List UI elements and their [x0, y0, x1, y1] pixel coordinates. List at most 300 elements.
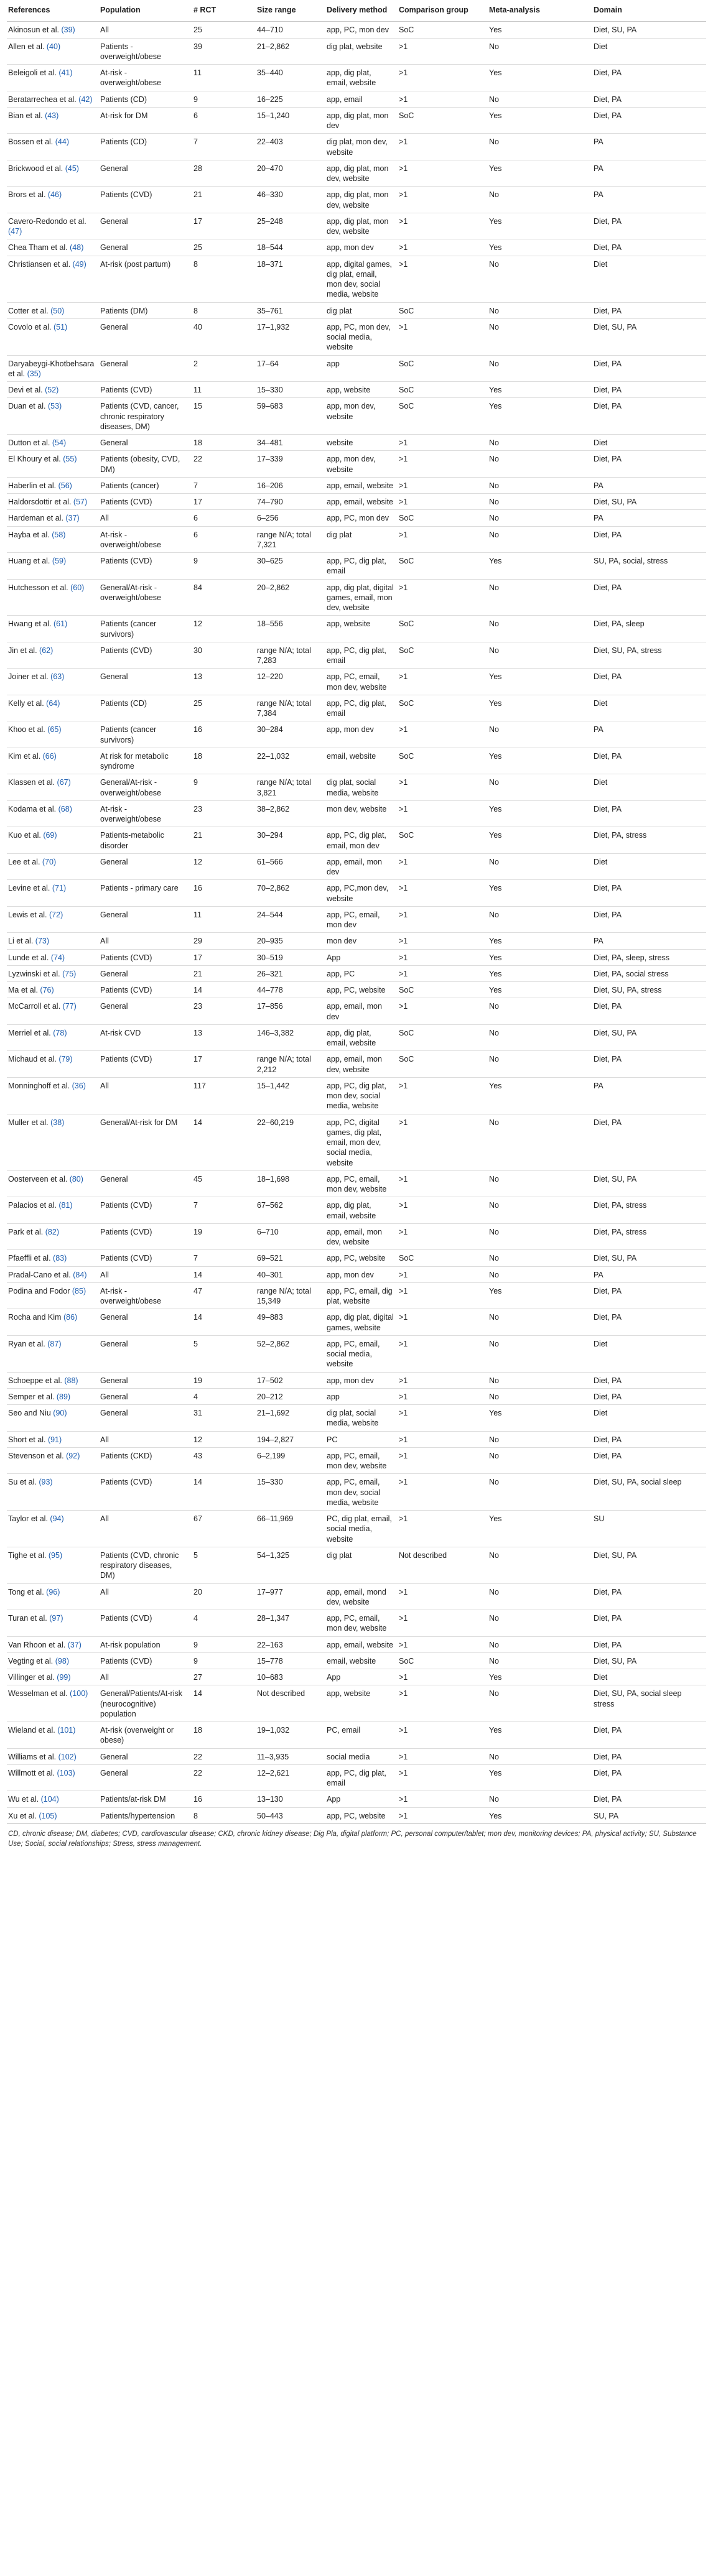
reference-author: Muller et al. [8, 1118, 49, 1127]
citation-link[interactable]: (39) [61, 25, 75, 35]
cell-comparison-group: SoC [398, 1024, 488, 1051]
citation-link[interactable]: (54) [52, 438, 67, 447]
cell-population: General [99, 906, 192, 933]
cell-reference [7, 1748, 99, 1764]
citation-link[interactable]: (97) [49, 1614, 63, 1623]
cell-population: Patients (CVD) [99, 1223, 192, 1250]
citation-link[interactable]: (76) [40, 986, 54, 994]
citation-link[interactable]: (94) [50, 1514, 64, 1523]
table-row [7, 695, 706, 721]
reference-author: Hayba et al. [8, 530, 50, 539]
table-row [7, 933, 706, 949]
citation-link[interactable]: (36) [72, 1081, 86, 1090]
cell-comparison-group: >1 [398, 906, 488, 933]
cell-rct: 6 [192, 107, 256, 134]
reference-author: Joiner et al. [8, 672, 49, 682]
citation-link[interactable]: (91) [47, 1435, 62, 1444]
table-body [7, 22, 706, 1824]
table-row [7, 510, 706, 526]
citation-link[interactable]: (96) [46, 1587, 60, 1596]
table-row [7, 949, 706, 965]
cell-domain: Diet, PA, sleep [592, 616, 706, 642]
cell-reference [7, 1170, 99, 1197]
citation-link[interactable]: (90) [53, 1409, 67, 1417]
citation-link[interactable]: (40) [46, 42, 61, 51]
cell-rct: 4 [192, 1610, 256, 1637]
cell-delivery-method: app, email, website [325, 494, 398, 510]
citation-link[interactable]: (50) [50, 306, 65, 315]
cell-meta-analysis: Yes [488, 827, 592, 854]
citation-link[interactable]: (92) [66, 1451, 80, 1460]
citation-link[interactable]: (88) [64, 1376, 78, 1385]
citation-link[interactable]: (81) [58, 1201, 73, 1210]
citation-link[interactable]: (55) [63, 455, 77, 464]
cell-meta-analysis: Yes [488, 880, 592, 907]
cell-meta-analysis: Yes [488, 213, 592, 239]
citation-link[interactable]: (87) [47, 1339, 62, 1348]
cell-comparison-group: >1 [398, 1791, 488, 1807]
citation-link[interactable]: (46) [47, 190, 62, 200]
cell-population: All [99, 22, 192, 38]
cell-size-range: 13–130 [256, 1791, 325, 1807]
table-row [7, 1474, 706, 1511]
cell-rct: 21 [192, 965, 256, 981]
cell-reference [7, 553, 99, 580]
cell-reference [7, 256, 99, 302]
cell-meta-analysis: No [488, 1335, 592, 1372]
citation-link[interactable]: (102) [58, 1752, 77, 1761]
cell-delivery-method: app, PC, website [325, 982, 398, 998]
cell-population: At-risk - overweight/obese [99, 1282, 192, 1309]
citation-link[interactable]: (86) [63, 1313, 78, 1322]
header-references: References [7, 0, 99, 22]
cell-delivery-method: app, dig plat, mon dev [325, 107, 398, 134]
cell-rct: 8 [192, 302, 256, 318]
cell-size-range: 6–256 [256, 510, 325, 526]
cell-domain: Diet, PA [592, 451, 706, 478]
cell-reference [7, 1583, 99, 1610]
citation-link[interactable]: (60) [70, 583, 85, 592]
cell-rct: 22 [192, 1764, 256, 1791]
citation-link[interactable]: (65) [47, 725, 62, 734]
cell-meta-analysis: No [488, 853, 592, 880]
cell-meta-analysis: No [488, 1685, 592, 1722]
cell-rct: 9 [192, 1652, 256, 1669]
cell-meta-analysis: Yes [488, 1669, 592, 1685]
citation-link[interactable]: (61) [53, 619, 68, 629]
cell-size-range: 59–683 [256, 398, 325, 435]
cell-domain: Diet [592, 38, 706, 65]
cell-domain: Diet, SU, PA, social sleep stress [592, 1685, 706, 1722]
table-row [7, 213, 706, 239]
citation-link[interactable]: (101) [57, 1726, 76, 1735]
reference-author: Lunde et al. [8, 953, 49, 962]
cell-delivery-method: app, PC, dig plat, email [325, 642, 398, 669]
cell-meta-analysis: No [488, 1791, 592, 1807]
cell-reference [7, 213, 99, 239]
cell-domain: Diet, PA [592, 998, 706, 1025]
citation-link[interactable]: (48) [70, 243, 84, 253]
cell-rct: 11 [192, 382, 256, 398]
cell-size-range: 17–1,932 [256, 318, 325, 355]
cell-population: At-risk population [99, 1636, 192, 1652]
cell-rct: 28 [192, 160, 256, 187]
cell-domain: Diet, PA [592, 382, 706, 398]
citation-link[interactable]: (75) [62, 969, 77, 978]
cell-comparison-group: >1 [398, 1748, 488, 1764]
citation-link[interactable]: (89) [56, 1392, 71, 1401]
reference-author: Schoeppe et al. [8, 1376, 62, 1385]
table-row [7, 1170, 706, 1197]
cell-reference [7, 827, 99, 854]
cell-domain: Diet, SU, PA [592, 1652, 706, 1669]
cell-meta-analysis: No [488, 1223, 592, 1250]
cell-size-range: 30–284 [256, 721, 325, 748]
cell-rct: 21 [192, 187, 256, 213]
cell-population: Patients (CVD) [99, 1610, 192, 1637]
cell-reference [7, 1447, 99, 1474]
cell-delivery-method: app, PC, website [325, 1250, 398, 1266]
reference-author: Kelly et al. [8, 698, 44, 708]
cell-population: At-risk for DM [99, 107, 192, 134]
citation-link[interactable]: (63) [50, 672, 65, 682]
cell-domain: Diet [592, 1335, 706, 1372]
cell-population: Patients (CD) [99, 91, 192, 107]
reference-author: Kim et al. [8, 751, 41, 761]
citation-link[interactable]: (84) [73, 1270, 87, 1279]
citation-link[interactable]: (104) [40, 1795, 59, 1804]
citation-link[interactable]: (78) [53, 1028, 67, 1037]
cell-delivery-method: dig plat [325, 526, 398, 553]
reference-author: Podina and Fodor [8, 1286, 70, 1295]
cell-reference [7, 1547, 99, 1583]
cell-meta-analysis: Yes [488, 1722, 592, 1749]
cell-population: Patients (CVD) [99, 642, 192, 669]
table-row [7, 579, 706, 616]
cell-reference [7, 355, 99, 382]
cell-meta-analysis: No [488, 1447, 592, 1474]
cell-population: General [99, 435, 192, 451]
reference-author: Rocha and Kim [8, 1313, 62, 1322]
table-row [7, 998, 706, 1025]
cell-delivery-method: App [325, 1791, 398, 1807]
cell-reference [7, 998, 99, 1025]
reference-author: Dutton et al. [8, 438, 50, 447]
cell-population: Patients (CVD) [99, 1250, 192, 1266]
citation-link[interactable]: (100) [70, 1689, 88, 1698]
cell-size-range: 15–330 [256, 1474, 325, 1511]
table-row [7, 1652, 706, 1669]
cell-size-range: 34–481 [256, 435, 325, 451]
cell-delivery-method: app, dig plat, email, website [325, 65, 398, 91]
citation-link[interactable]: (77) [62, 1002, 77, 1011]
citation-link[interactable]: (41) [58, 68, 73, 77]
cell-domain: Diet, PA, stress [592, 827, 706, 854]
cell-comparison-group: SoC [398, 695, 488, 721]
cell-comparison-group: >1 [398, 1388, 488, 1404]
table-header-row [7, 0, 706, 22]
reference-author: Van Rhoon et al. [8, 1640, 66, 1649]
cell-population: All [99, 510, 192, 526]
citation-link[interactable]: (51) [53, 322, 68, 331]
cell-population: Patients (CVD) [99, 1652, 192, 1669]
cell-population: Patients (DM) [99, 302, 192, 318]
citation-link[interactable]: (71) [52, 884, 67, 893]
cell-size-range: 66–11,969 [256, 1511, 325, 1547]
cell-rct: 22 [192, 1748, 256, 1764]
cell-size-range: 6–2,199 [256, 1447, 325, 1474]
cell-size-range: 15–778 [256, 1652, 325, 1669]
cell-domain: PA [592, 477, 706, 493]
citation-link[interactable]: (67) [57, 778, 71, 787]
cell-comparison-group: >1 [398, 721, 488, 748]
cell-meta-analysis: No [488, 477, 592, 493]
cell-reference [7, 1405, 99, 1432]
cell-size-range: 21–1,692 [256, 1405, 325, 1432]
cell-rct: 7 [192, 134, 256, 160]
citation-link[interactable]: (35) [27, 369, 41, 378]
cell-reference [7, 1431, 99, 1447]
cell-domain: Diet, PA [592, 302, 706, 318]
cell-domain: Diet, PA, social stress [592, 965, 706, 981]
table-row [7, 1051, 706, 1078]
citation-link[interactable]: (58) [52, 530, 66, 539]
cell-reference [7, 107, 99, 134]
citation-link[interactable]: (83) [53, 1254, 67, 1263]
cell-reference [7, 579, 99, 616]
cell-size-range: range N/A; total 15,349 [256, 1282, 325, 1309]
cell-domain: Diet, PA [592, 1764, 706, 1791]
cell-comparison-group: >1 [398, 933, 488, 949]
citation-link[interactable]: (68) [58, 804, 72, 813]
cell-comparison-group: >1 [398, 1685, 488, 1722]
table-row [7, 1511, 706, 1547]
citation-link[interactable]: (82) [45, 1227, 59, 1236]
cell-reference [7, 510, 99, 526]
cell-comparison-group: SoC [398, 642, 488, 669]
reference-author: Hutchesson et al. [8, 583, 68, 592]
cell-delivery-method: app, email, mon dev [325, 998, 398, 1025]
citation-link[interactable]: (80) [69, 1174, 83, 1184]
citation-link[interactable]: (45) [65, 164, 79, 173]
cell-reference [7, 1309, 99, 1336]
header-delivery-method: Delivery method [325, 0, 398, 22]
citation-link[interactable]: (72) [49, 910, 63, 919]
table-row [7, 721, 706, 748]
cell-domain: PA [592, 1077, 706, 1114]
citation-link[interactable]: (56) [58, 481, 72, 490]
cell-domain: Diet, PA [592, 1447, 706, 1474]
cell-reference [7, 669, 99, 695]
cell-population: Patients (CVD) [99, 982, 192, 998]
citation-link[interactable]: (69) [43, 831, 57, 840]
cell-domain: Diet, PA [592, 1388, 706, 1404]
cell-domain: Diet [592, 774, 706, 801]
cell-delivery-method: app, dig plat, digital games, website [325, 1309, 398, 1336]
table-row [7, 800, 706, 827]
cell-reference [7, 774, 99, 801]
citation-link[interactable]: (99) [57, 1673, 71, 1682]
citation-link[interactable]: (37) [67, 1640, 82, 1649]
citation-link[interactable]: (105) [39, 1811, 57, 1820]
cell-size-range: 26–321 [256, 965, 325, 981]
table-row [7, 1250, 706, 1266]
cell-rct: 7 [192, 1250, 256, 1266]
cell-domain: Diet, PA [592, 1722, 706, 1749]
citation-link[interactable]: (85) [72, 1286, 86, 1295]
cell-rct: 43 [192, 1447, 256, 1474]
cell-meta-analysis: No [488, 1636, 592, 1652]
reference-author: Wieland et al. [8, 1726, 55, 1735]
cell-population: General [99, 318, 192, 355]
table-row [7, 239, 706, 256]
cell-domain: Diet, PA [592, 579, 706, 616]
table-row [7, 669, 706, 695]
citation-link[interactable]: (79) [58, 1055, 73, 1064]
cell-reference [7, 1791, 99, 1807]
cell-population: At-risk (overweight or obese) [99, 1722, 192, 1749]
cell-meta-analysis: No [488, 302, 592, 318]
reference-author: Ryan et al. [8, 1339, 45, 1348]
table-row [7, 553, 706, 580]
cell-meta-analysis: Yes [488, 800, 592, 827]
cell-domain: PA [592, 933, 706, 949]
citation-link[interactable]: (64) [46, 698, 60, 708]
cell-delivery-method: dig plat, social media, website [325, 1405, 398, 1432]
citation-link[interactable]: (47) [8, 227, 22, 236]
reference-author: Su et al. [8, 1478, 37, 1487]
cell-reference [7, 187, 99, 213]
citation-link[interactable]: (44) [55, 137, 69, 147]
cell-comparison-group: >1 [398, 91, 488, 107]
table-row [7, 256, 706, 302]
reference-author: Monninghoff et al. [8, 1081, 70, 1090]
cell-delivery-method: app, dig plat, email, website [325, 1197, 398, 1224]
citation-link[interactable]: (37) [65, 514, 80, 523]
table-row [7, 1114, 706, 1170]
cell-delivery-method: dig plat, mon dev, website [325, 134, 398, 160]
cell-domain: PA [592, 160, 706, 187]
cell-meta-analysis: No [488, 1652, 592, 1669]
cell-size-range: 35–761 [256, 302, 325, 318]
cell-rct: 25 [192, 22, 256, 38]
reference-author: Haldorsdottir et al. [8, 498, 72, 506]
table-row [7, 1722, 706, 1749]
cell-size-range: 6–710 [256, 1223, 325, 1250]
cell-comparison-group: >1 [398, 1583, 488, 1610]
citation-link[interactable]: (70) [42, 857, 57, 866]
cell-comparison-group: SoC [398, 982, 488, 998]
citation-link[interactable]: (74) [50, 953, 65, 962]
cell-comparison-group: >1 [398, 1610, 488, 1637]
cell-population: General/At-risk - overweight/obese [99, 579, 192, 616]
cell-population: At risk for metabolic syndrome [99, 748, 192, 774]
cell-domain: Diet, PA [592, 1282, 706, 1309]
cell-reference [7, 1266, 99, 1282]
citation-link[interactable]: (73) [35, 937, 50, 946]
cell-reference [7, 398, 99, 435]
table-row [7, 107, 706, 134]
citation-link[interactable]: (59) [52, 557, 67, 565]
cell-meta-analysis: No [488, 451, 592, 478]
cell-reference [7, 748, 99, 774]
table-row [7, 982, 706, 998]
cell-rct: 21 [192, 827, 256, 854]
cell-population: All [99, 1266, 192, 1282]
cell-delivery-method: app, mon dev [325, 1372, 398, 1388]
cell-meta-analysis: No [488, 616, 592, 642]
cell-population: Patients (CVD) [99, 1197, 192, 1224]
cell-reference [7, 1669, 99, 1685]
cell-rct: 67 [192, 1511, 256, 1547]
reference-author: Stevenson et al. [8, 1451, 64, 1460]
cell-reference [7, 1282, 99, 1309]
header-domain: Domain [592, 0, 706, 22]
reference-author: Jin et al. [8, 646, 37, 655]
cell-size-range: 19–1,032 [256, 1722, 325, 1749]
cell-comparison-group: >1 [398, 1764, 488, 1791]
citation-link[interactable]: (95) [48, 1550, 63, 1560]
cell-delivery-method: app [325, 355, 398, 382]
table-row [7, 451, 706, 478]
cell-rct: 27 [192, 1669, 256, 1685]
cell-rct: 19 [192, 1223, 256, 1250]
citation-link[interactable]: (57) [73, 498, 88, 506]
header-rct: # RCT [192, 0, 256, 22]
citation-link[interactable]: (103) [57, 1768, 75, 1777]
citation-link[interactable]: (49) [72, 259, 86, 269]
reference-author: Lewis et al. [8, 910, 47, 919]
cell-delivery-method: app, PC, dig plat, mon dev, social media, website [325, 1077, 398, 1114]
cell-delivery-method: dig plat [325, 1547, 398, 1583]
cell-domain: PA [592, 134, 706, 160]
cell-population: All [99, 1669, 192, 1685]
cell-reference [7, 965, 99, 981]
cell-comparison-group: SoC [398, 355, 488, 382]
cell-rct: 16 [192, 1791, 256, 1807]
citation-link[interactable]: (38) [50, 1118, 65, 1127]
cell-reference [7, 134, 99, 160]
cell-delivery-method: app, mon dev, website [325, 398, 398, 435]
cell-meta-analysis: No [488, 38, 592, 65]
cell-meta-analysis: No [488, 1431, 592, 1447]
reference-author: El Khoury et al. [8, 455, 61, 464]
reference-author: Wu et al. [8, 1795, 39, 1804]
cell-size-range: 18–1,698 [256, 1170, 325, 1197]
cell-domain: Diet, PA, sleep, stress [592, 949, 706, 965]
citation-link[interactable]: (42) [78, 95, 93, 104]
cell-delivery-method: app, email, mon dev, website [325, 1051, 398, 1078]
cell-delivery-method: app, PC, website [325, 1807, 398, 1823]
citation-link[interactable]: (62) [39, 646, 54, 655]
cell-reference [7, 800, 99, 827]
table-row [7, 302, 706, 318]
citation-link[interactable]: (53) [47, 402, 62, 411]
cell-size-range: 21–2,862 [256, 38, 325, 65]
citation-link[interactable]: (93) [39, 1478, 53, 1487]
cell-domain: Diet, SU, PA [592, 318, 706, 355]
cell-meta-analysis: No [488, 1114, 592, 1170]
citation-link[interactable]: (66) [42, 751, 57, 761]
table-row [7, 1309, 706, 1336]
cell-rct: 11 [192, 65, 256, 91]
citation-link[interactable]: (98) [55, 1656, 69, 1666]
citation-link[interactable]: (52) [45, 386, 59, 394]
citation-link[interactable]: (43) [45, 111, 59, 120]
reference-author: Duan et al. [8, 402, 46, 411]
cell-domain: PA [592, 721, 706, 748]
cell-domain: Diet, PA [592, 1114, 706, 1170]
